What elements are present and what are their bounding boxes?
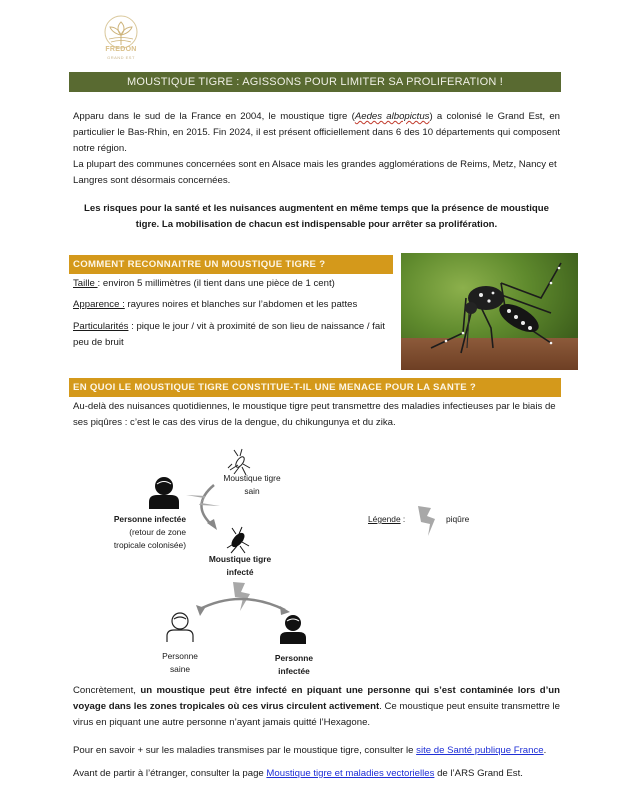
healthy-mosquito-label: [212, 472, 292, 498]
feature-text: : pique le jour / vit à proximité de son lieu de naissance / fait peu de bruit: [73, 321, 385, 348]
concretely-intro: Concrètement,: [73, 685, 141, 696]
infected-person-2-line2: infectée: [278, 666, 310, 676]
healthy-person-line1: Personne: [162, 651, 198, 661]
healthy-person-icon: [167, 613, 193, 642]
logo-subtitle: GRAND EST: [107, 55, 135, 60]
more-info-line-1: [73, 743, 560, 759]
ars-vector-diseases-link[interactable]: Moustique tigre et maladies vectorielles: [266, 768, 435, 779]
infected-person-title: Personne infectée: [113, 514, 186, 524]
mosquito-photo: [401, 253, 578, 370]
intro-text: Apparu dans le sud de la France en 2004, le moustique tigre (: [73, 111, 355, 122]
more-info-text: Pour en savoir + sur les maladies transmises par le moustique tigre, consulter le: [73, 745, 417, 756]
concretely-after: . Ce moustique peut ensuite transmettre le virus en piquant une autre personne n’ayant jamais quitté l’Hexagone.: [73, 701, 560, 728]
more-info-text-after: de l’ARS Grand Est.: [434, 768, 523, 779]
feature-size: [73, 276, 393, 292]
intro-text-after: ) a colonisé le Grand Est, en particulier le Bas-Rhin, en 2015. Fin 2024, il est présent officiellement dans 6 des 10 départements qui composent notre région.: [73, 111, 560, 154]
sante-publique-france-link[interactable]: site de Santé publique France: [416, 745, 544, 756]
infected-person-sub1: (retour de zone: [129, 527, 186, 537]
legend-bolt-icon: [418, 506, 435, 536]
healthy-person-line2: saine: [169, 664, 191, 674]
legend-separator: :: [400, 514, 406, 524]
feature-appearance: [73, 297, 393, 313]
more-info-text: Avant de partir à l’étranger, consulter la page: [73, 768, 267, 779]
legend-label: Légende: [368, 514, 401, 524]
infected-person-icon: [149, 477, 179, 509]
feature-particularities: [73, 319, 393, 351]
healthy-mosquito-line1: Moustique tigre: [223, 473, 281, 483]
feature-label: Particularités: [73, 321, 129, 332]
infected-mosquito-icon: [227, 527, 249, 553]
infected-person-label: [96, 513, 186, 552]
infected-person-2-icon: [280, 615, 306, 644]
healthy-mosquito-line2: sain: [244, 486, 260, 496]
mosquito-photo-icon: [401, 253, 578, 370]
infected-mosquito-line2: infecté: [226, 567, 254, 577]
more-info-text-after: .: [543, 745, 547, 756]
concretely-paragraph: [73, 683, 560, 731]
legend: [368, 513, 405, 526]
infected-person-2-label: [264, 652, 324, 678]
transmission-arrows-icon: [0, 440, 629, 680]
intro-paragraph-2: La plupart des communes concernées sont en Alsace mais les grandes agglomérations de Reims, Metz, Nancy et Langres sont désormais concernées.: [73, 159, 557, 186]
healthy-person-label: [150, 650, 210, 676]
legend-item: piqûre: [446, 514, 470, 524]
feature-label: Apparence :: [73, 299, 125, 310]
infected-person-2-line1: Personne: [274, 653, 314, 663]
menace-paragraph: Au-delà des nuisances quotidiennes, le moustique tigre peut transmettre des maladies infectieuses par le biais de ses piqûres : c’est le cas des virus de la dengue, du chikungunya et du zika.: [73, 401, 556, 428]
transmission-diagram: [0, 440, 629, 680]
species-name: Aedes albopictus: [354, 111, 430, 122]
infected-person-sub2: tropicale colonisée): [113, 540, 186, 550]
logo-name: FREDON: [105, 46, 137, 53]
plant-logo-icon: [95, 14, 147, 50]
warning-message: Les risques pour la santé et les nuisances augmentent en même temps que la présence de moustique tigre. La mobilisation de chacun est indispensable pour arrêter sa prolifération.: [84, 203, 549, 230]
more-info-line-2: [73, 766, 560, 782]
infected-mosquito-line1: Moustique tigre: [208, 554, 272, 564]
section-heading-recognize: COMMENT RECONNAITRE UN MOUSTIQUE TIGRE ?: [69, 255, 393, 274]
concretely-emphasis: un moustique peut être infecté en piquant une personne qui s’est contaminée lors d’un voyage dans les zones tropicales où ces virus circulent activement: [73, 685, 560, 712]
feature-text: : environ 5 millimètres (il tient dans une pièce de 1 cent): [97, 278, 335, 289]
intro-paragraph-1: [73, 109, 560, 157]
section-heading-menace: EN QUOI LE MOUSTIQUE TIGRE CONSTITUE-T-IL UNE MENACE POUR LA SANTE ?: [69, 378, 561, 397]
infected-mosquito-label: [195, 553, 285, 579]
feature-text: rayures noires et blanches sur l’abdomen et les pattes: [124, 299, 358, 310]
page-title: MOUSTIQUE TIGRE : AGISSONS POUR LIMITER SA PROLIFERATION !: [69, 72, 561, 92]
feature-label: Taille: [73, 278, 98, 289]
